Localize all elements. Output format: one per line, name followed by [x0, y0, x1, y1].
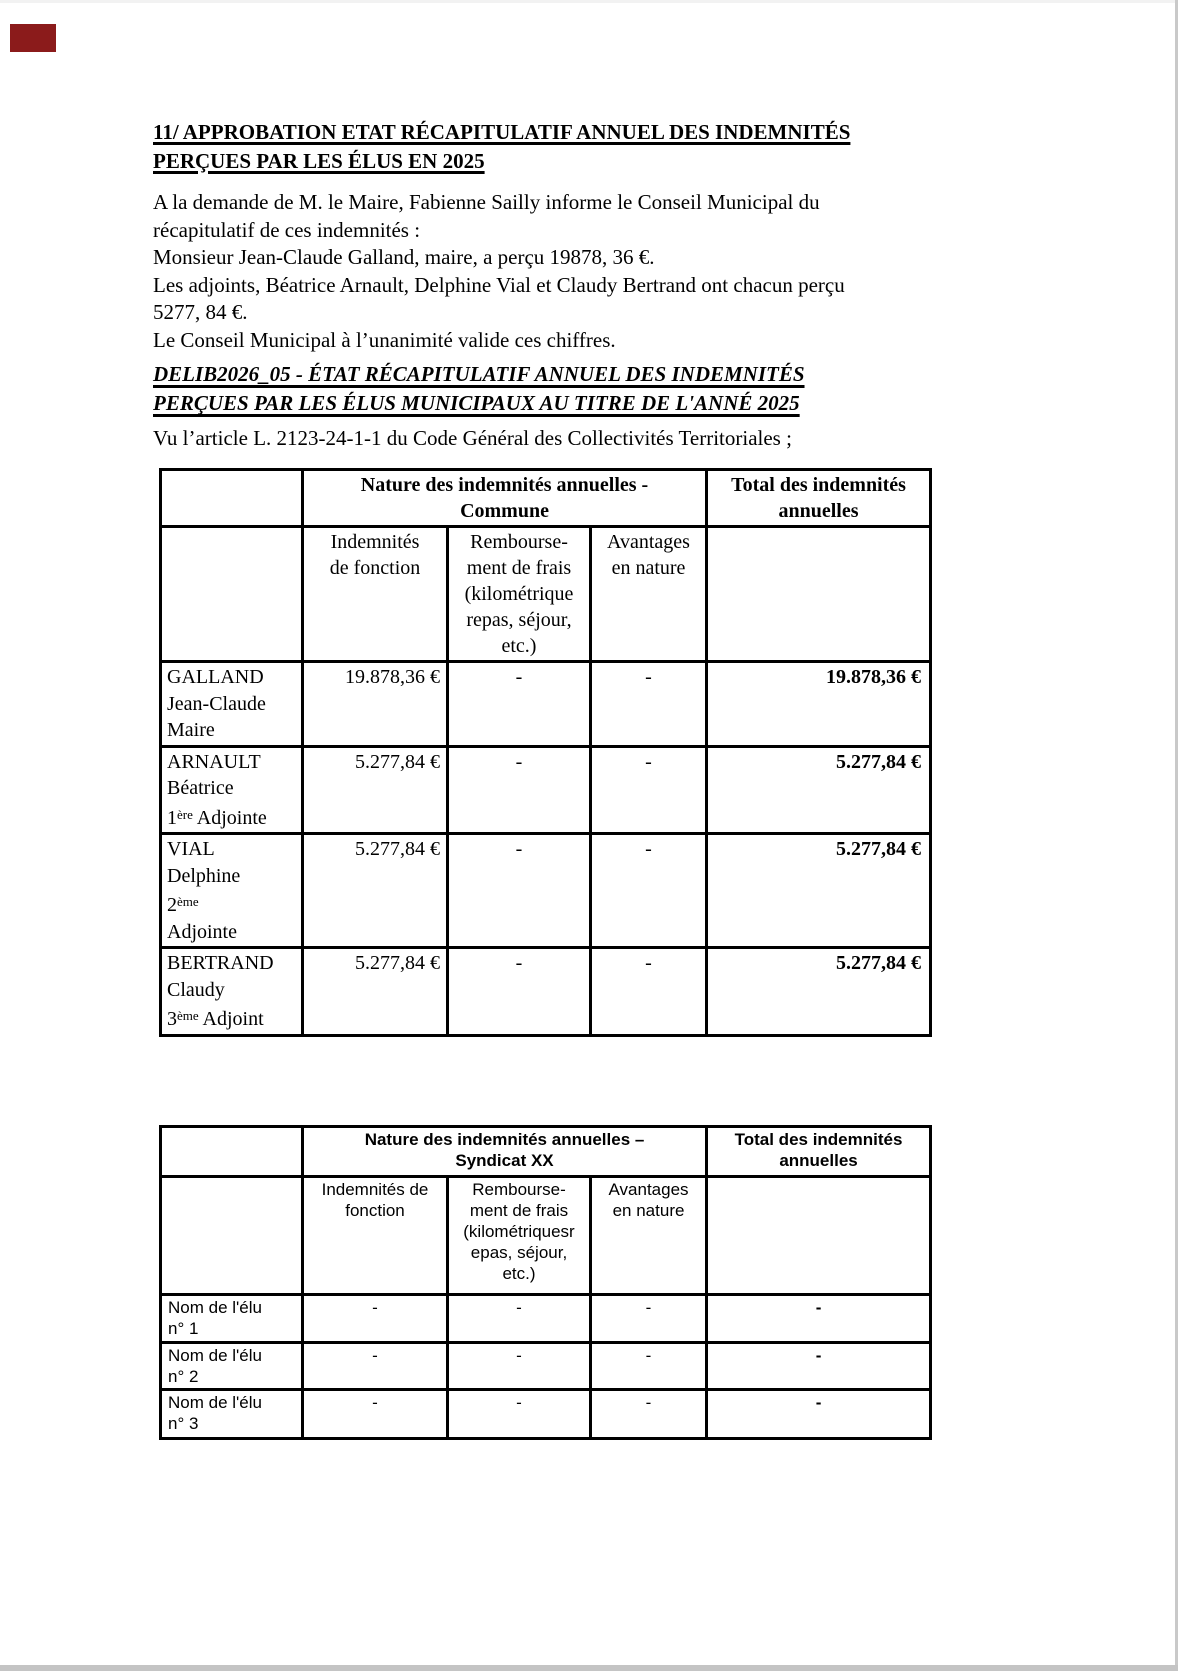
official-row [161, 948, 931, 1036]
subheader-indemnites-fonction: Indemnités de fonction [303, 1176, 448, 1294]
avantages-nature-value: - [591, 948, 707, 1036]
official-row [161, 834, 931, 948]
subheader-remboursement-frais: Rembourse- ment de frais (kilométriquesr epas, séjour, etc.) [448, 1176, 591, 1294]
elu-row [161, 1389, 931, 1438]
official-name-cell: VIAL Delphine 2ème Adjointe [161, 834, 303, 948]
remboursement-frais-value: - [448, 662, 591, 747]
table-header-row [161, 1126, 931, 1176]
document-page [153, 118, 953, 1440]
elu-name-cell: Nom de l'élu n° 2 [161, 1342, 303, 1389]
ordinal-superscript: ème [177, 1008, 199, 1023]
page-edge-top [0, 0, 1178, 3]
subheader-remboursement-frais: Rembourse- ment de frais (kilométrique repas, séjour, etc.) [448, 527, 591, 662]
total-indemnites-value: - [707, 1294, 931, 1342]
intro-paragraph: A la demande de M. le Maire, Fabienne Sailly informe le Conseil Municipal du récapitulatif de ces indemnités : Monsieur Jean-Claude Galland, maire, a perçu 19878, 36 €. Les adjoints, Béatrice Arnault, Delphine Vial et Claudy Bertrand ont chacun perçu 5277, 84 €. Le Conseil Municipal à l’unanimité valide ces chiffres. [153, 190, 845, 352]
avantages-nature-value: - [591, 746, 707, 834]
corner-empty-subcell [161, 527, 303, 662]
page-edge-bottom [0, 1665, 1178, 1671]
total-empty-subcell [707, 1176, 931, 1294]
corner-red-mark [10, 24, 56, 52]
elu-name-cell: Nom de l'élu n° 3 [161, 1389, 303, 1438]
official-row [161, 746, 931, 834]
avantages-nature-value: - [591, 834, 707, 948]
corner-empty-subcell [161, 1176, 303, 1294]
subheader-avantages-nature: Avantages en nature [591, 527, 707, 662]
total-indemnites-value: - [707, 1389, 931, 1438]
remboursement-frais-value: - [448, 1389, 591, 1438]
official-row [161, 662, 931, 747]
total-indemnites-header: Total des indemnités annuelles [707, 1126, 931, 1176]
indemnites-fonction-value: - [303, 1294, 448, 1342]
elu-row [161, 1294, 931, 1342]
total-indemnites-header: Total des indemnités annuelles [707, 470, 931, 527]
vu-article-line: Vu l’article L. 2123-24-1-1 du Code Général des Collectivités Territoriales ; [153, 426, 792, 450]
remboursement-frais-value: - [448, 1294, 591, 1342]
total-indemnites-value: 19.878,36 € [707, 662, 931, 747]
avantages-nature-value: - [591, 1294, 707, 1342]
corner-empty-cell [161, 1126, 303, 1176]
corner-empty-cell [161, 470, 303, 527]
nature-commune-header: Nature des indemnités annuelles - Commune [303, 470, 707, 527]
avantages-nature-value: - [591, 1342, 707, 1389]
table-header-row [161, 470, 931, 527]
official-name-cell: ARNAULT Béatrice 1ère Adjointe [161, 746, 303, 834]
remboursement-frais-value: - [448, 1342, 591, 1389]
indemnites-fonction-value: 5.277,84 € [303, 746, 448, 834]
syndicat-indemnities-table [159, 1125, 932, 1440]
section-title: 11/ APPROBATION ETAT RÉCAPITULATIF ANNUEL DES INDEMNITÉS PERÇUES PAR LES ÉLUS EN 2025 [153, 120, 851, 173]
total-empty-subcell [707, 527, 931, 662]
remboursement-frais-value: - [448, 948, 591, 1036]
deliberation-title: DELIB2026_05 - ÉTAT RÉCAPITULATIF ANNUEL DES INDEMNITÉS PERÇUES PAR LES ÉLUS MUNICIPAUX AU TITRE DE L'ANNÉ 2025 [153, 362, 805, 415]
avantages-nature-value: - [591, 662, 707, 747]
remboursement-frais-value: - [448, 746, 591, 834]
official-name-cell: GALLAND Jean-Claude Maire [161, 662, 303, 747]
indemnites-fonction-value: 19.878,36 € [303, 662, 448, 747]
remboursement-frais-value: - [448, 834, 591, 948]
avantages-nature-value: - [591, 1389, 707, 1438]
commune-indemnities-table [159, 468, 932, 1037]
table-subheader-row [161, 527, 931, 662]
total-indemnites-value: 5.277,84 € [707, 948, 931, 1036]
nature-syndicat-header: Nature des indemnités annuelles – Syndicat XX [303, 1126, 707, 1176]
table-subheader-row [161, 1176, 931, 1294]
elu-row [161, 1342, 931, 1389]
total-indemnites-value: - [707, 1342, 931, 1389]
subheader-avantages-nature: Avantages en nature [591, 1176, 707, 1294]
ordinal-superscript: ère [177, 806, 193, 822]
ordinal-superscript: ème [177, 894, 199, 909]
indemnites-fonction-value: 5.277,84 € [303, 948, 448, 1036]
indemnites-fonction-value: 5.277,84 € [303, 834, 448, 948]
elu-name-cell: Nom de l'élu n° 1 [161, 1294, 303, 1342]
official-name-cell: BERTRAND Claudy 3ème Adjoint [161, 948, 303, 1036]
indemnites-fonction-value: - [303, 1389, 448, 1438]
total-indemnites-value: 5.277,84 € [707, 746, 931, 834]
indemnites-fonction-value: - [303, 1342, 448, 1389]
total-indemnites-value: 5.277,84 € [707, 834, 931, 948]
subheader-indemnites-fonction: Indemnités de fonction [303, 527, 448, 662]
